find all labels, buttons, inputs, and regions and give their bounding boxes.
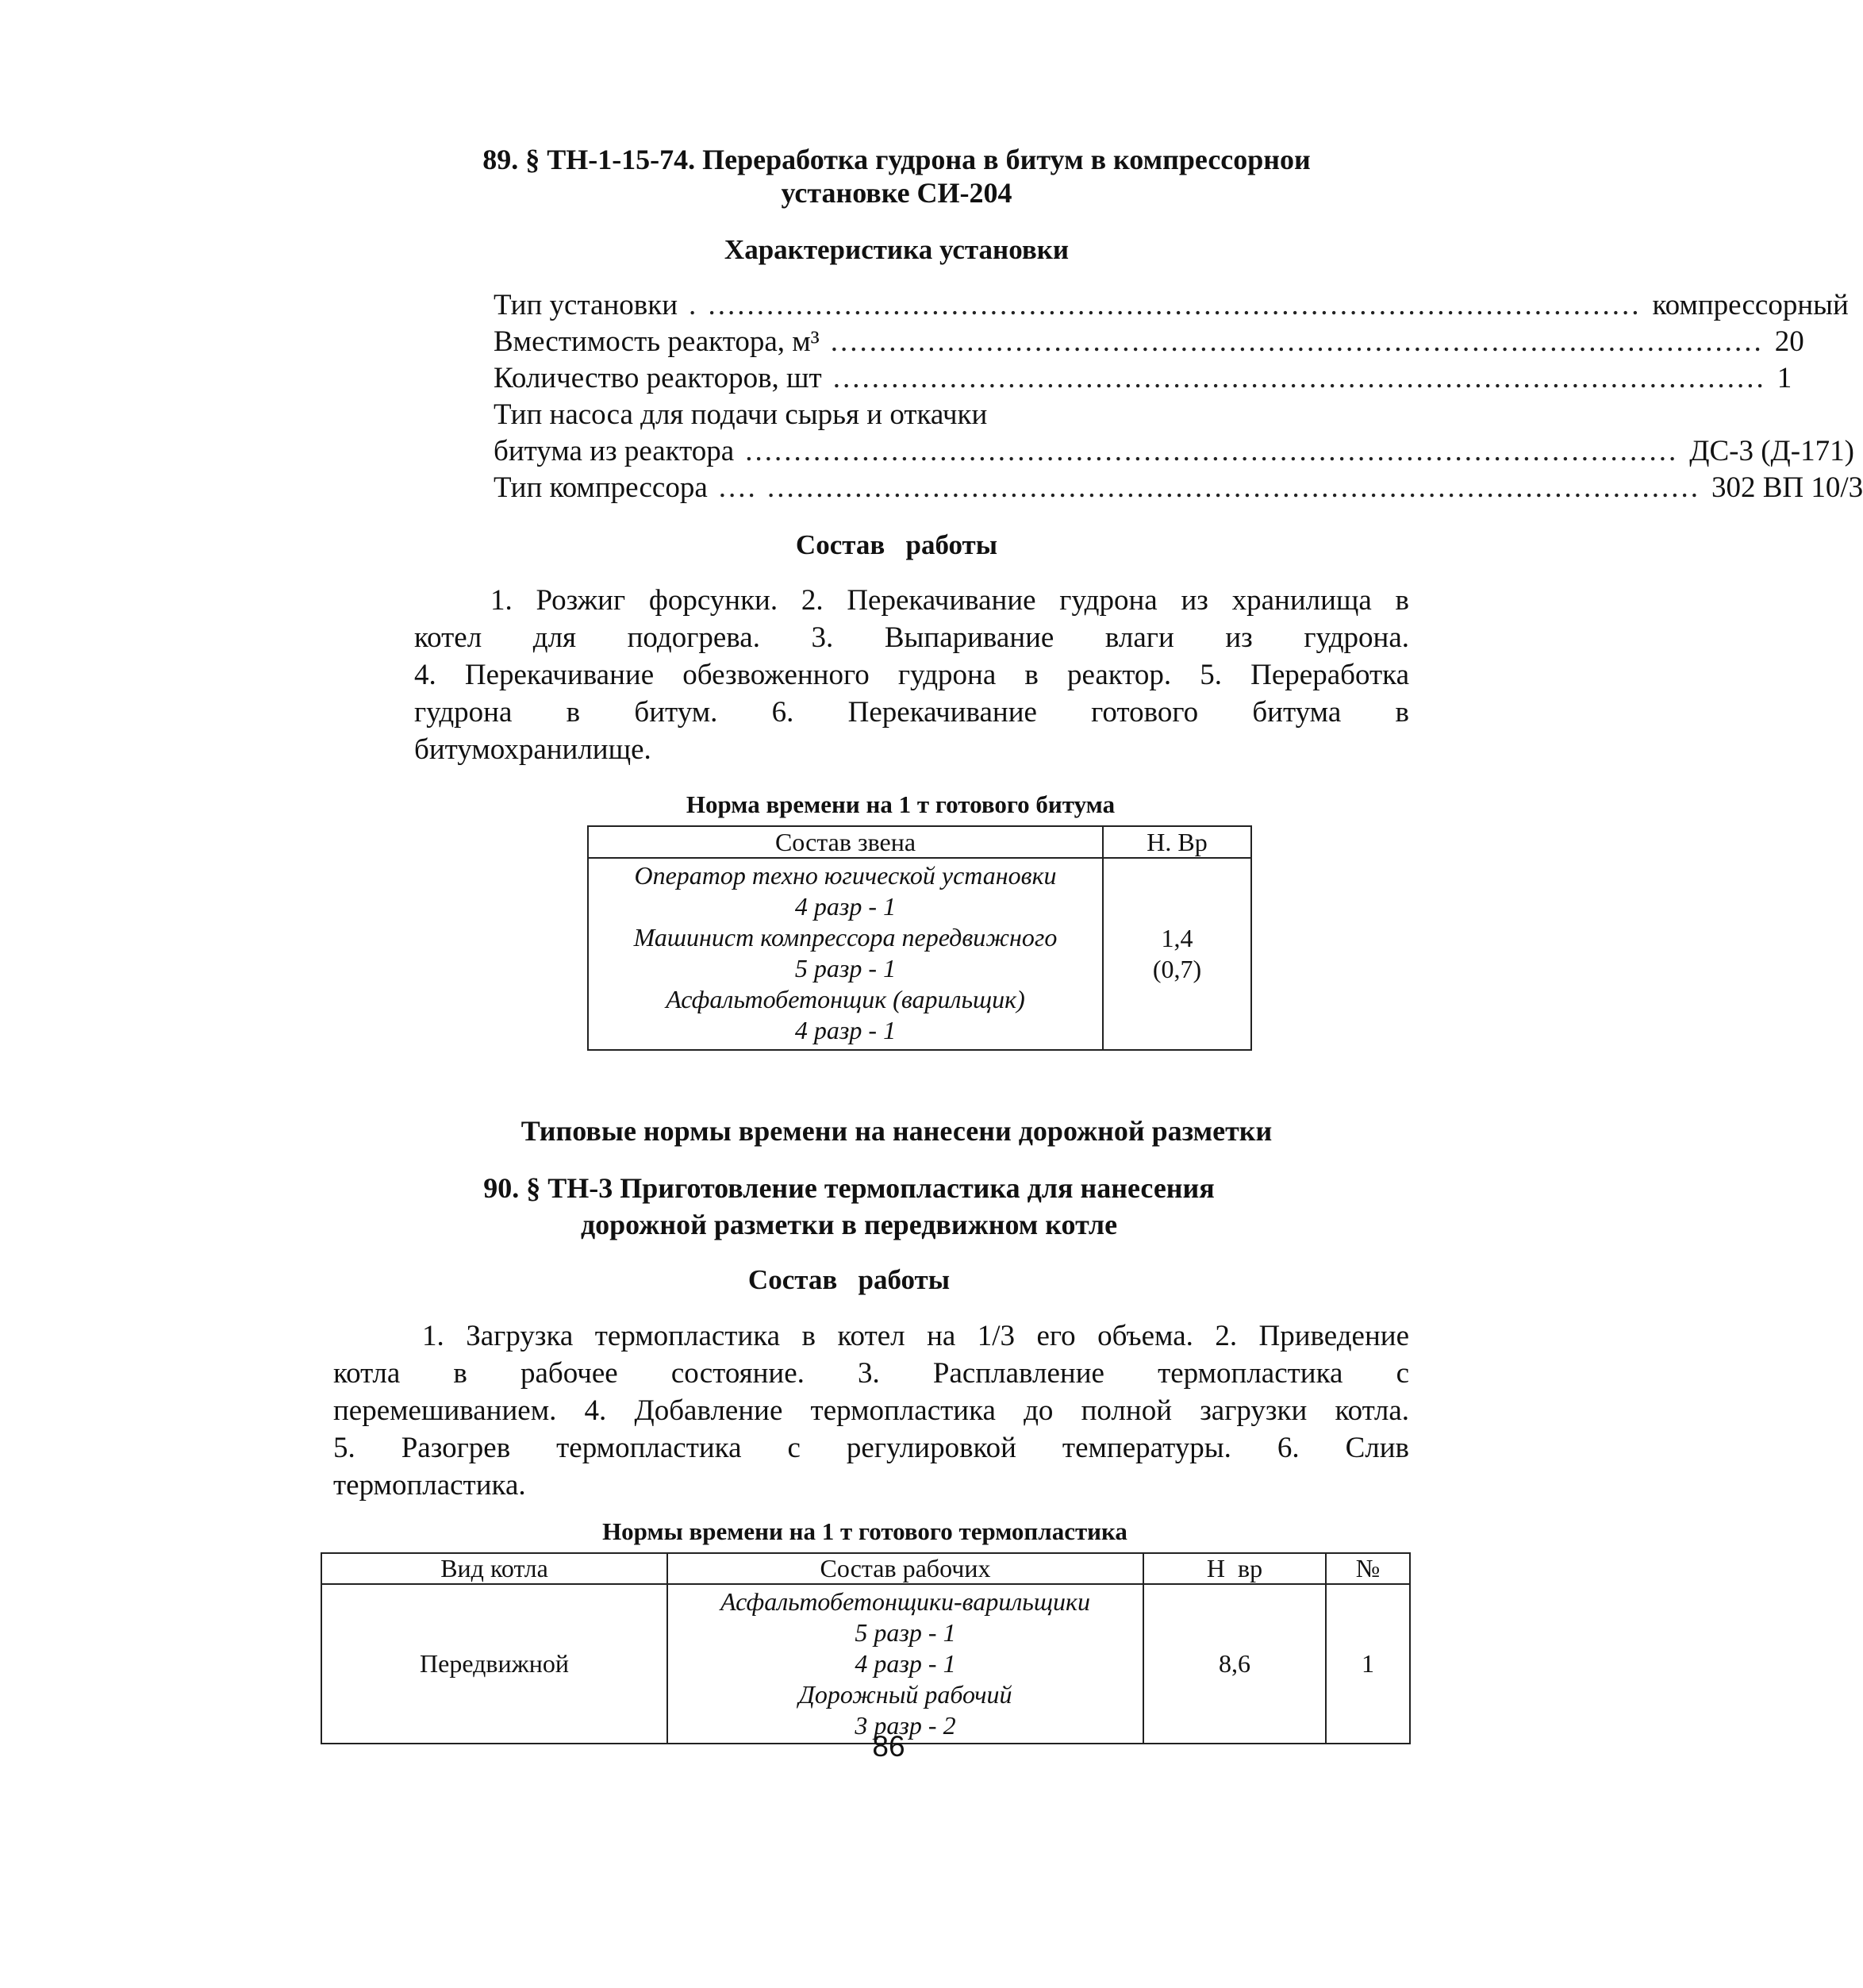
crew-line: 4 разр - 1 bbox=[794, 1016, 897, 1044]
leader-dots: ................................................................................................ bbox=[830, 325, 1764, 358]
spec-label: Тип насоса для подачи сырья и откачки bbox=[494, 398, 988, 431]
work-line: 1. Розжиг форсунки. 2. Перекачивание гудрона из хранилища в bbox=[490, 584, 1409, 617]
norm-cell bbox=[1103, 858, 1251, 1050]
work-line: 1. Загрузка термопластика в котел на 1/3 его объема. 2. Приведение bbox=[422, 1320, 1409, 1352]
workers-cell bbox=[667, 1584, 1143, 1744]
spec-row bbox=[494, 360, 1792, 397]
spec-label: Тип установки bbox=[494, 289, 678, 321]
spec-label: битума из реактора bbox=[494, 435, 735, 467]
worker-line: 4 разр - 1 bbox=[855, 1649, 956, 1678]
spec-label: Тип компрессора bbox=[494, 471, 708, 504]
table-header-workers: Состав рабочих bbox=[667, 1553, 1143, 1584]
norm-value: 1,4 bbox=[1161, 924, 1193, 952]
crew-line: 4 разр - 1 bbox=[794, 892, 897, 921]
table-header-crew: Состав звена bbox=[588, 826, 1103, 858]
crew-line: Оператор техно югической установки bbox=[634, 861, 1057, 890]
work-heading-90: Состав работы bbox=[747, 1264, 951, 1295]
work-line: котла в рабочее состояние. 3. Расплавление термопластика с bbox=[333, 1357, 1409, 1390]
section90-title-line2: дорожной разметки в передвижном котле bbox=[580, 1209, 1118, 1240]
spec-row bbox=[494, 324, 1804, 360]
worker-line: 5 разр - 1 bbox=[855, 1618, 956, 1647]
norm-table-89 bbox=[587, 825, 1252, 1051]
spec-row bbox=[494, 470, 1863, 506]
work-line: термопластика. bbox=[333, 1469, 526, 1502]
work-heading-89: Состав работы bbox=[795, 529, 998, 560]
characteristics-heading: Характеристика установки bbox=[724, 234, 1070, 265]
leader-dots: .... ................................................................................................ bbox=[718, 471, 1700, 504]
page-number: 86 bbox=[872, 1730, 905, 1763]
typical-norms-heading: Типовые нормы времени на нанесени дорожной разметки bbox=[520, 1115, 1273, 1147]
work-text-90 bbox=[333, 1317, 1409, 1504]
work-line: котел для подогрева. 3. Выпаривание влаги из гудрона. bbox=[414, 621, 1409, 654]
work-line: перемешиванием. 4. Добавление термопластика до полной загрузки котла. bbox=[333, 1394, 1409, 1427]
spec-value: ДС-3 (Д-171) bbox=[1689, 435, 1854, 467]
spec-value: 302 ВП 10/3 bbox=[1711, 471, 1863, 504]
crew-cell bbox=[588, 858, 1103, 1050]
spec-value: компрессорный bbox=[1652, 289, 1849, 321]
spec-row bbox=[494, 287, 1849, 324]
section90-title-line1: 90. § ТН-3 Приготовление термопластика для нанесения bbox=[483, 1172, 1215, 1204]
spec-label: Количество реакторов, шт bbox=[494, 362, 822, 394]
work-line: 4. Перекачивание обезвоженного гудрона в реактор. 5. Переработка bbox=[414, 659, 1409, 691]
table-header-norm: Н вр bbox=[1143, 1553, 1326, 1584]
section89-title-line2: установке СИ-204 bbox=[781, 177, 1012, 209]
spec-value: 1 bbox=[1777, 362, 1792, 394]
table-header-norm: Н. Вр bbox=[1103, 826, 1251, 858]
table89-caption: Норма времени на 1 т готового битума bbox=[686, 790, 1116, 818]
spec-value: 20 bbox=[1774, 325, 1804, 358]
norm-alt-value: (0,7) bbox=[1152, 955, 1202, 983]
section89-title-line1: 89. § ТН-1-15-74. Переработка гудрона в битум в компрессорнои bbox=[482, 144, 1311, 175]
table90-caption: Нормы времени на 1 т готового термопластика bbox=[602, 1517, 1127, 1545]
table-header-boiler: Вид котла bbox=[321, 1553, 667, 1584]
crew-line: Асфальтобетонщик (варильщик) bbox=[666, 985, 1025, 1013]
work-text-89 bbox=[414, 582, 1409, 768]
work-line: гудрона в битум. 6. Перекачивание готового битума в bbox=[414, 696, 1409, 729]
leader-dots: . ................................................................................................ bbox=[689, 289, 1642, 321]
number-cell: 1 bbox=[1326, 1584, 1410, 1744]
norm-table-90 bbox=[321, 1552, 1411, 1744]
work-line: битумохранилище. bbox=[414, 733, 651, 766]
crew-line: 5 разр - 1 bbox=[794, 954, 897, 982]
norm-cell: 8,6 bbox=[1143, 1584, 1326, 1744]
spec-label: Вместимость реактора, м³ bbox=[494, 325, 820, 358]
boiler-cell: Передвижной bbox=[321, 1584, 667, 1744]
spec-row bbox=[494, 433, 1854, 470]
table-header-number: № bbox=[1326, 1553, 1410, 1584]
worker-line: Дорожный рабочий bbox=[798, 1680, 1012, 1709]
crew-line: Машинист компрессора передвижного bbox=[633, 923, 1058, 952]
work-line: 5. Разогрев термопластика с регулировкой температуры. 6. Слив bbox=[333, 1432, 1409, 1464]
leader-dots: ................................................................................................ bbox=[832, 362, 1766, 394]
worker-line: 3 разр - 2 bbox=[855, 1711, 956, 1740]
spec-row bbox=[494, 397, 1408, 433]
worker-line: Асфальтобетонщики-варильщики bbox=[720, 1587, 1090, 1616]
leader-dots: ................................................................................................ bbox=[745, 435, 1679, 467]
